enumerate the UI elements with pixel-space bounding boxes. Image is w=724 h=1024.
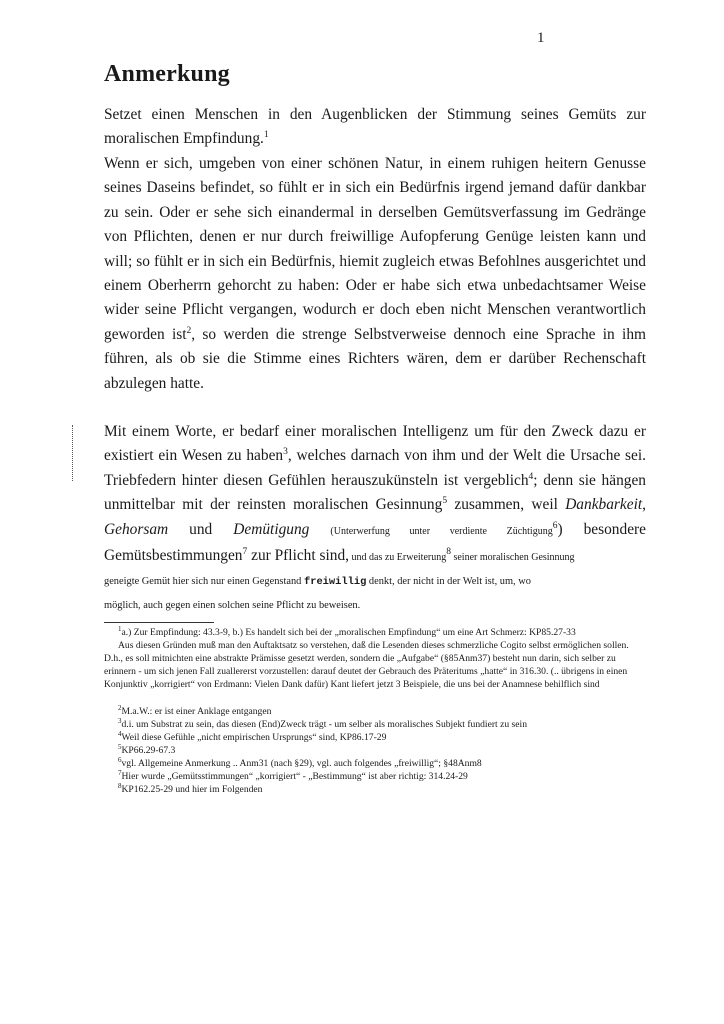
footnote-3-text: d.i. um Substrat zu sein, das diesen (End)Zweck trägt - um selber als moralisches Subjekt fundiert zu sein xyxy=(121,719,528,730)
footnote-1-text: a.) Zur Empfindung: 43.3-9, b.) Es handelt sich bei der „moralischen Empfindung“ um eine Art Schmerz: KP85.27-33 xyxy=(121,627,576,638)
paragraph-3-text-8: zur Pflicht sind, xyxy=(247,547,350,565)
paragraph-1 xyxy=(104,103,646,152)
footnote-gap xyxy=(104,691,646,705)
footnote-2 xyxy=(104,705,646,718)
paragraph-2-text-a: Wenn er sich, umgeben von einer schönen Natur, in einem ruhigen heitern Genusse seines Daseins befindet, so fühlt er in sich ein Bedürfnis irgend jemand dafür dankbar zu sein. Oder er sehe sich einandermal in derselben Gemütsverfassung im Gedränge von Pflichten, denen er nur durch freiwillige Aufopferung Genüge leisten kann und will; so fühlt er in sich ein Bedürfnis, hiemit zugleich etwas Befohlnes ausgerichtet und einem Oberherrn gehorcht zu haben: Oder er habe sich etwa unbedachtsamer Weise wider seine Pflicht vergangen, wodurch er doch eben nicht Menschen verantwortlich geworden ist xyxy=(104,155,646,343)
footnote-6-number: 6 xyxy=(118,755,122,764)
footnote-4 xyxy=(104,731,646,744)
footnote-5-number: 5 xyxy=(118,742,122,751)
paragraph-2 xyxy=(104,152,646,396)
paragraph-3-text-2: , welches darnach von ihm und der Welt die Ursache sei. Triebfedern hinter diesen Gefühlen herauszukünsteln ist vergeblich xyxy=(104,447,646,489)
footnote-5 xyxy=(104,744,646,757)
footnote-2-text: M.a.W.: er ist einer Anklage entgangen xyxy=(121,706,272,717)
footnote-separator xyxy=(104,622,214,623)
paragraph-3-text-7: ) besondere Gemütsbestimmungen xyxy=(104,520,646,565)
footnote-7-text: Hier wurde „Gemütsstimmungen“ „korrigiert“ - „Bestimmung“ ist aber richtig: 314.24-29 xyxy=(121,771,468,782)
section-heading: Anmerkung xyxy=(104,61,230,87)
paragraph-3-text-3: ; denn sie hängen unmittelbar mit der reinsten moralischen Gesinnung xyxy=(104,471,646,514)
footnote-4-text: Weil diese Gefühle „nicht empirischen Ursprungs“ sind, KP86.17-29 xyxy=(121,732,387,743)
page-number: 1 xyxy=(537,30,545,46)
footnote-6-text: vgl. Allgemeine Anmerkung .. Anm31 (nach §29), vgl. auch folgendes „freiwillig“; §48Anm8 xyxy=(121,758,482,769)
paragraph-3-small-line-2: möglich, auch gegen einen solchen seine Pflicht zu beweisen. xyxy=(104,600,361,612)
footnote-ref-2: 2 xyxy=(186,325,192,336)
emphasis-demuetigung: Demütigung xyxy=(233,520,310,538)
footnote-ref-7: 7 xyxy=(242,546,248,557)
footnote-ref-1: 1 xyxy=(263,130,269,141)
paragraph-3-small-3: seiner moralischen Gesinnung xyxy=(450,552,575,564)
paragraph-2-text-b: , so werden die strenge Selbstverweise dennoch eine Sprache in ihm führen, als ob sie die Stimme eines Richters wären, dem er darüber Rechenschaft abzulegen hatte. xyxy=(104,325,646,392)
footnote-8-text: KP162.25-29 und hier im Folgenden xyxy=(121,784,263,795)
footnote-5-text: KP66.29-67.3 xyxy=(121,745,176,756)
paragraph-3 xyxy=(104,420,646,617)
footnote-ref-3: 3 xyxy=(283,447,288,458)
paragraph-3-small-1: (Unterwerfung unter verdiente Züchtigung xyxy=(330,525,553,537)
paragraph-3-text-4: zusammen, weil xyxy=(447,496,566,514)
footnote-3-number: 3 xyxy=(118,716,122,725)
footnote-6 xyxy=(104,757,646,770)
footnote-4-number: 4 xyxy=(118,729,122,738)
footnote-ref-4: 4 xyxy=(528,471,534,482)
footnote-8-number: 8 xyxy=(118,781,122,790)
footnotes xyxy=(104,626,646,796)
emphasis-dankbarkeit: Dankbarkeit xyxy=(565,496,643,514)
footnote-1-continuation: Aus diesen Gründen muß man den Auftaktsatz so verstehen, daß die Lesenden dieses schmerzliche Cogito selbst ermöglichen sollen. D.h., es soll mitnichten eine abstrakte Prämisse gesetzt werden, sondern die „Aufgabe“ (§85Anm37) besteht nun darin, sich selber zu erinnern - um sich jenen Fall zuallererst vorzustellen: darauf deutet der Gebrauch des Präteritums „hatte“ in 316.30. (.. übrigens in einen Konjunktiv „korrigiert“ von Erdmann: Vielen Dank dafür) Kant liefert jetzt 3 Beispiele, die uns bei der Anamnese behilflich sind xyxy=(104,640,629,690)
paragraph-3-text-5: , xyxy=(642,496,646,514)
mono-freiwillig: freiwillig xyxy=(303,576,367,589)
emphasis-gehorsam: Gehorsam xyxy=(104,520,169,538)
paragraph-3-text-6: und xyxy=(168,520,234,538)
footnote-ref-5: 5 xyxy=(442,496,448,507)
margin-dotted-marker xyxy=(72,425,73,481)
footnote-1 xyxy=(104,626,646,639)
footnote-7 xyxy=(104,770,646,783)
footnote-2-number: 2 xyxy=(118,703,122,712)
footnote-1-number: 1 xyxy=(118,624,122,633)
footnote-ref-6: 6 xyxy=(552,520,558,531)
paragraph-3-small-line-1 xyxy=(104,570,646,594)
paragraph-3-text-1: Mit einem Worte, er bedarf einer moralischen Intelligenz um für den Zweck dazu er existiert ein Wesen zu haben xyxy=(104,423,646,465)
footnote-3 xyxy=(104,718,646,731)
paragraph-3-small-5: denkt, der nicht in der Welt ist, um, wo xyxy=(366,576,531,588)
footnote-7-number: 7 xyxy=(118,768,122,777)
footnote-8 xyxy=(104,783,646,796)
paragraph-3-small-2: und das zu Erweiterung xyxy=(349,552,447,564)
paragraph-1-text: Setzet einen Menschen in den Augenblicken der Stimmung seines Gemüts zur moralischen Empfindung. xyxy=(104,106,646,148)
paragraph-3-small-4: geneigte Gemüt hier sich nur einen Gegenstand xyxy=(104,576,304,588)
footnote-ref-8: 8 xyxy=(446,546,451,557)
